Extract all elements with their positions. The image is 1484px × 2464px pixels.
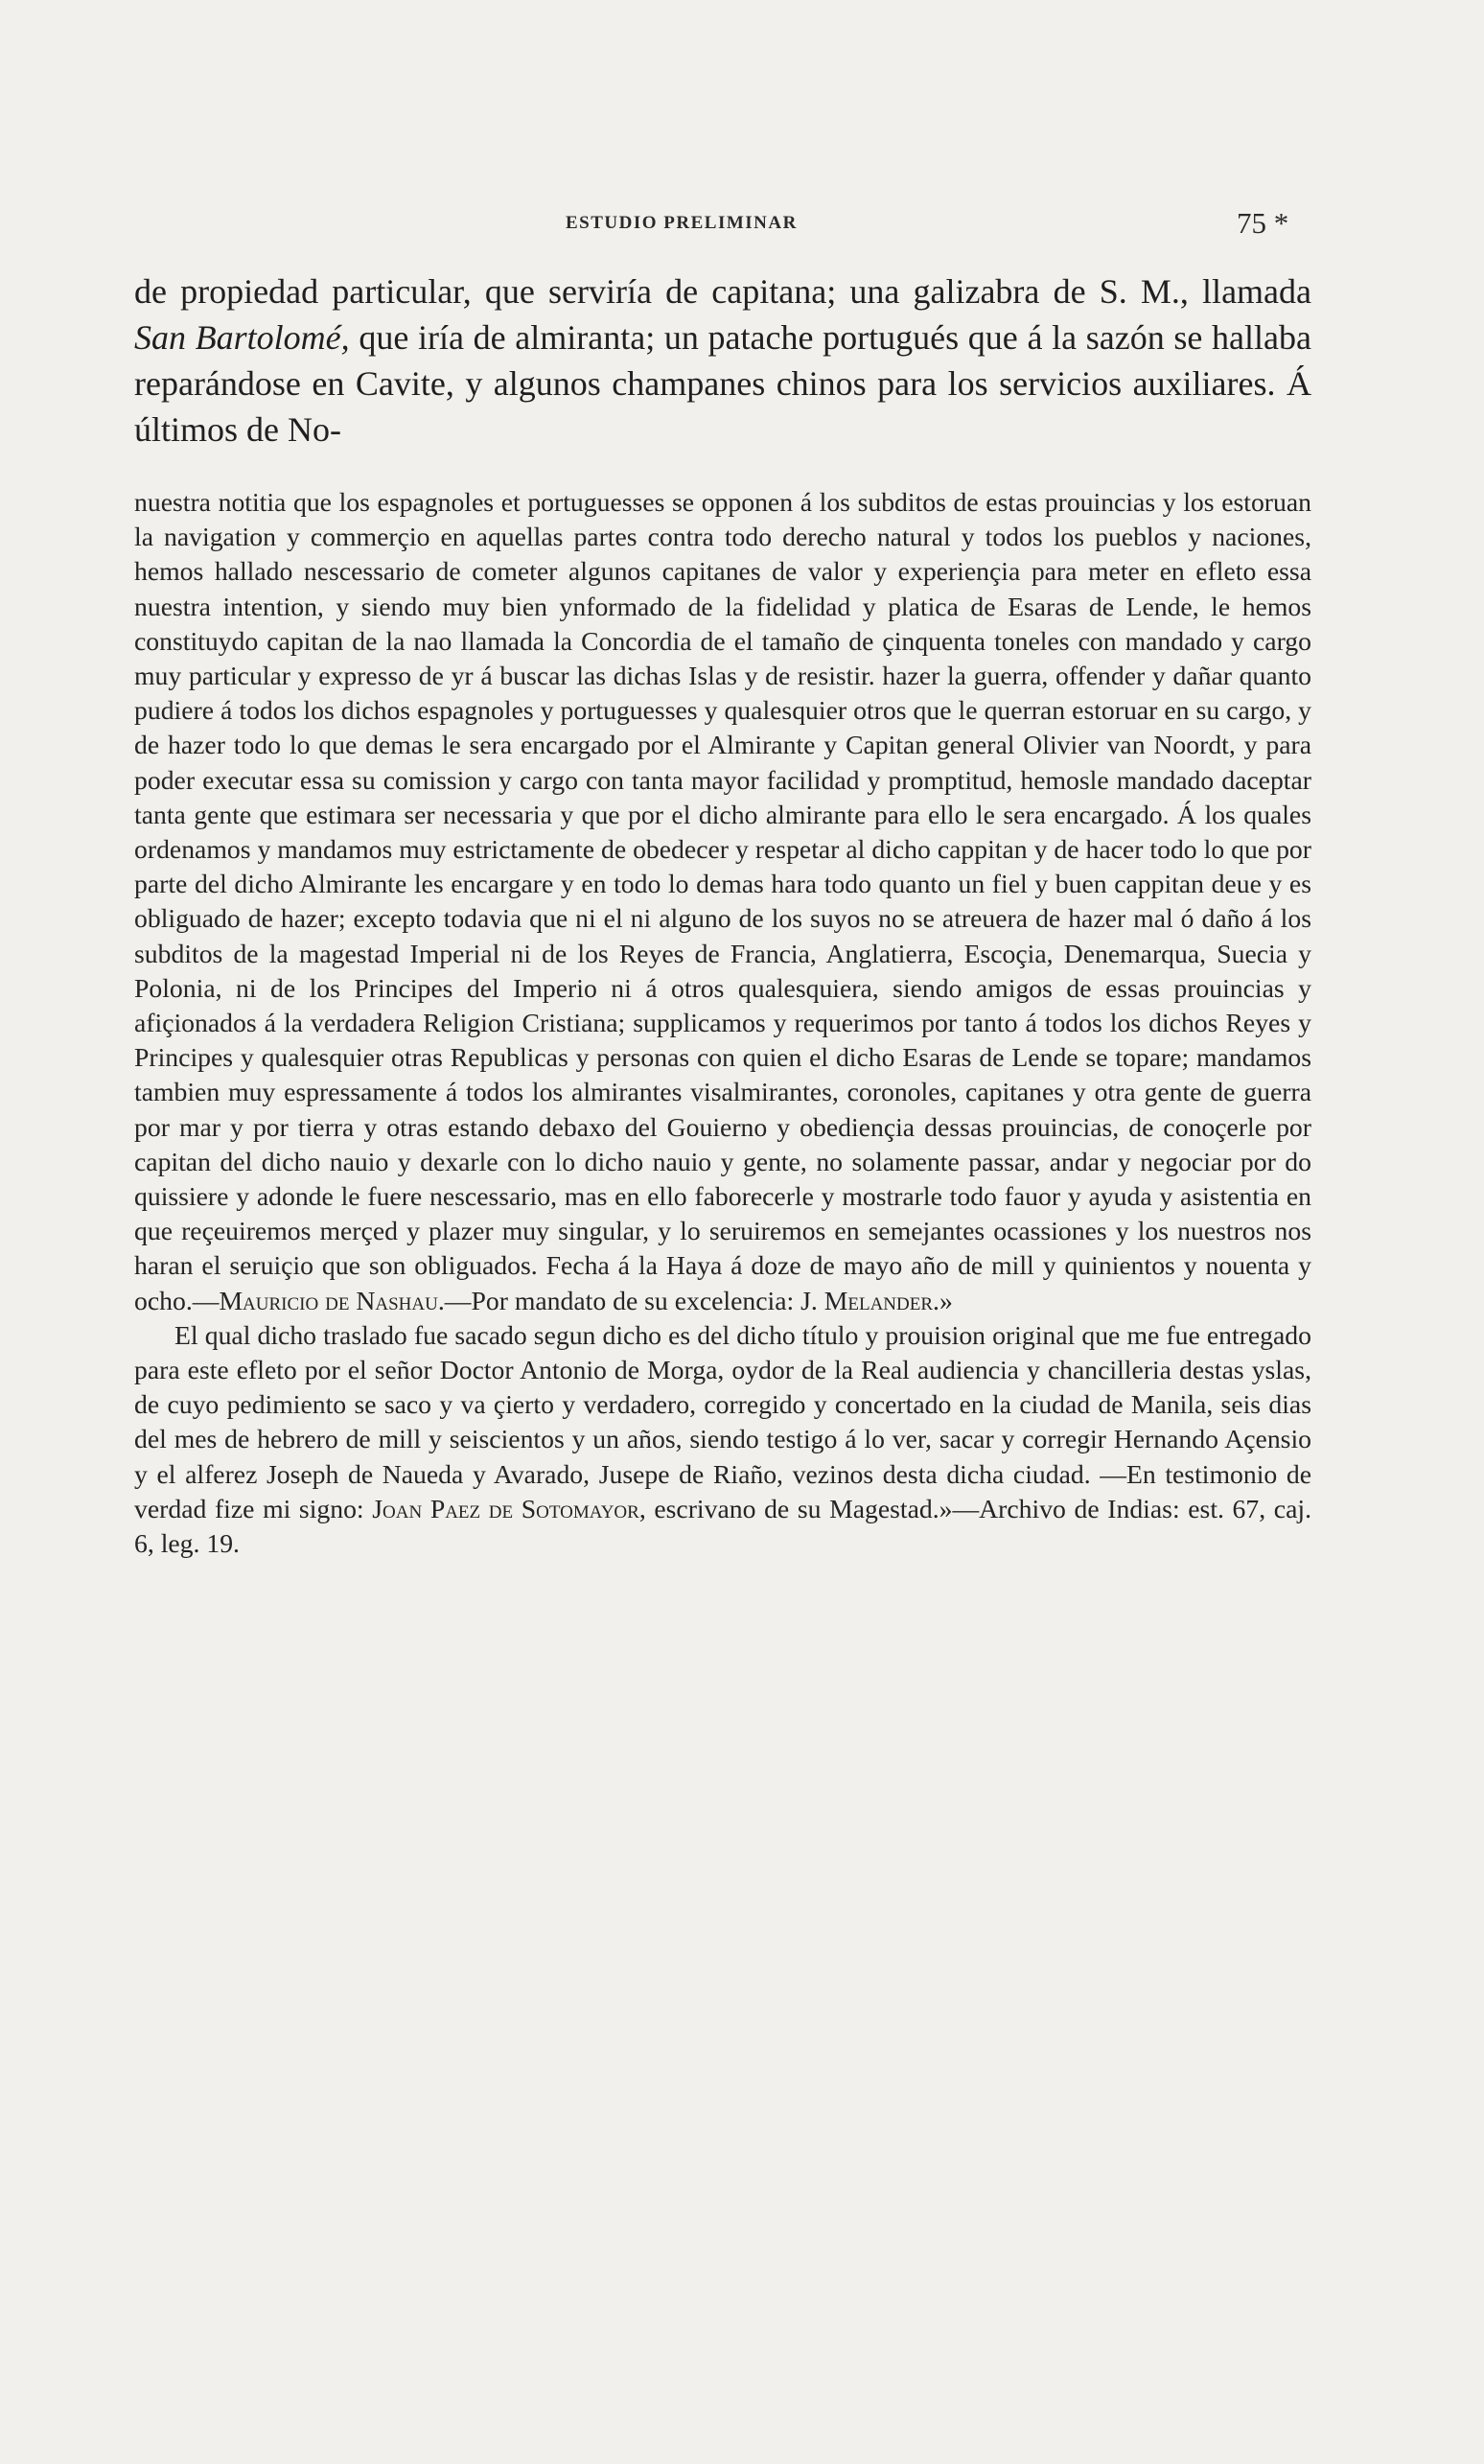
quote-mid: .—Por mandato de su excelencia: J. <box>437 1285 824 1315</box>
quote-close: .» <box>933 1285 953 1315</box>
archive-reference: , escrivano de su Magestad.»—Archivo de Indias: est. 67, caj. 6, leg. 19. <box>134 1493 1311 1559</box>
quote-paragraph-1 <box>134 485 1311 1318</box>
certification-text: El qual dicho traslado fue sacado segun dicho es del dicho título y prouision original que me fue entregado para este efleto por el señor Doctor Antonio de Morga, oydor de la Real audiencia y chancilleria destas yslas, de cuyo pedimiento se saco y va çierto y verdadero, corregido y concertado en la ciudad de Manila, seis dias del mes de hebrero de mill y seiscientos y un años, siendo testigo á lo ver, sacar y corregir Hernando Açensio y el alferez Joseph de Naueda y Avarado, Jusepe de Riaño, vezinos desta dicha ciudad. —En testimonio de verdad fize mi signo: <box>134 1319 1311 1523</box>
ship-name-italic: San Bartolomé, <box>134 318 350 357</box>
signer-name: Mauricio de Nashau <box>219 1285 438 1315</box>
main-text-end: que iría de almiranta; un patache portugués que á la sazón se hallaba reparándose en Cavite, y algunos champanes chinos para los servicios auxiliares. Á últimos de No- <box>134 318 1311 449</box>
notary-name: Joan Paez de Sotomayor <box>372 1493 639 1523</box>
quote-paragraph-2 <box>134 1318 1311 1561</box>
secretary-name: Melander <box>823 1285 934 1315</box>
main-text-start: de propiedad particular, que serviría de capitana; una galizabra de S. M., llamada <box>134 272 1311 311</box>
page-number: 75 * <box>1237 206 1289 240</box>
running-head: ESTUDIO PRELIMINAR <box>566 213 798 233</box>
quoted-document <box>134 485 1311 1561</box>
quote-body: nuestra notitia que los espagnoles et portuguesses se opponen á los subditos de estas prouincias y los estoruan la navigation y commerçio en aquellas partes contra todo derecho natural y todos los pueblos y naciones, hemos hallado nescessario de cometer algunos capitanes de valor y experiençia para meter en efleto essa nuestra intention, y siendo muy bien ynformado de la fidelidad y platica de Esaras de Lende, le hemos constituydo capitan de la nao llamada la Concordia de el tamaño de çinquenta toneles con mandado y cargo muy particular y expresso de yr á buscar las dichas Islas y de resistir. hazer la guerra, offender y dañar quanto pudiere á todos los dichos espagnoles y portuguesses y qualesquier otros que le querran estoruar en su cargo, y de hazer todo lo que demas le sera encargado por el Almirante y Capitan general Olivier van Noordt, y para poder executar essa su comission y cargo con tanta mayor facilidad y promptitud, hemosle mandado daceptar tanta gente que estimara ser necessaria y que por el dicho almirante para ello le sera encargado. Á los quales ordenamos y mandamos muy estrictamente de obedecer y respetar al dicho cappitan y de hacer todo lo que por parte del dicho Almirante les encargare y en todo lo demas hara todo quanto un fiel y buen cappitan deue y es obliguado de hazer; excepto todavia que ni el ni alguno de los suyos no se atreuera de hazer mal ó daño á los subditos de la magestad Imperial ni de los Reyes de Francia, Anglatierra, Escoçia, Denemarqua, Suecia y Polonia, ni de los Principes del Imperio ni á otros qualesquiera, siendo amigos de essas prouincias y afiçionados á la verdadera Religion Cristiana; supplicamos y requerimos por tanto á todos los dichos Reyes y Principes y qualesquier otras Republicas y personas con quien el dicho Esaras de Lende se topare; mandamos tambien muy espressamente á todos los almirantes visalmirantes, coronoles, capitanes y otra gente de guerra por mar y por tierra y otras estando debaxo del Gouierno y obediençia dessas prouincias, de conoçerle por capitan del dicho nauio y dexarle con lo dicho nauio y gente, no solamente passar, andar y negociar por do quissiere y adonde le fuere nescessario, mas en ello faborecerle y mostrarle todo fauor y ayuda y asistentia en que reçeuiremos merçed y plazer muy singular, y lo seruiremos en semejantes ocassiones y los nuestros nos haran el seruiçio que son obliguados. Fecha á la Haya á doze de mayo año de mill y quinientos y nouenta y ocho.— <box>134 487 1311 1315</box>
main-paragraph <box>134 268 1311 453</box>
